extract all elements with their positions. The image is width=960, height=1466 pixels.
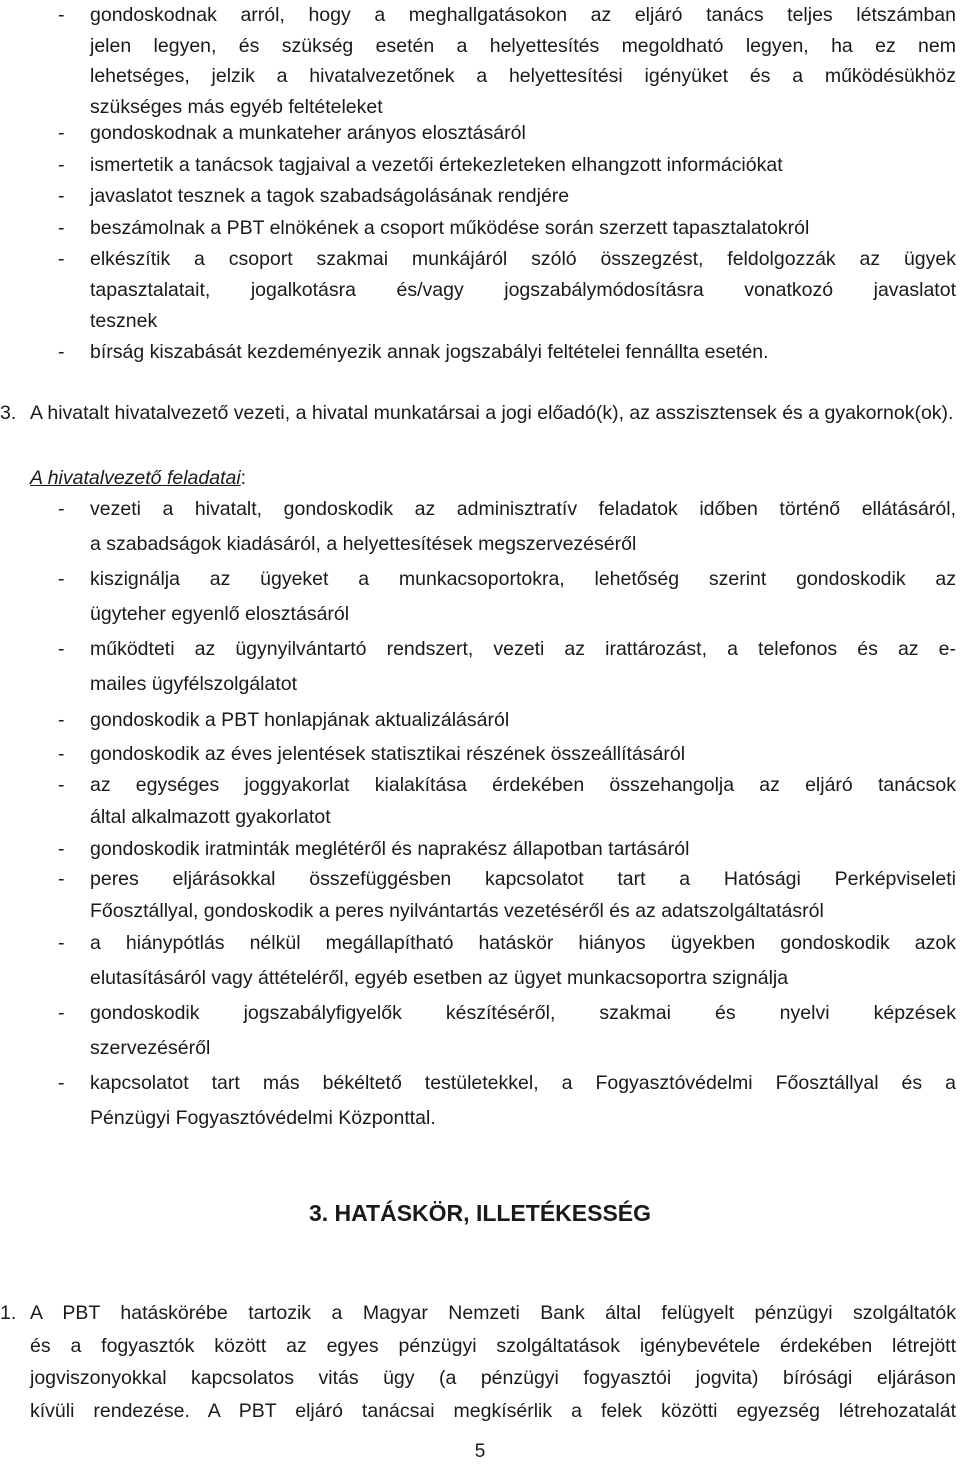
list-item-line: javaslatot tesznek a tagok szabadságolásának rendjére bbox=[90, 185, 570, 207]
list-item bbox=[58, 632, 956, 702]
paragraph-line: kívüli rendezése. A PBT eljáró tanácsai megkísérlik a felek közötti egyezség létrehozatalát bbox=[30, 1399, 956, 1422]
list-item-line: működteti az ügynyilvántartó rendszert, vezeti az irattározást, a telefonos és az e- bbox=[90, 638, 956, 660]
paragraph-text: A hivatalt hivatalvezető vezeti, a hivatal munkatársai a jogi előadó(k), az asszisztensek és a gyakornok(ok). bbox=[30, 402, 954, 424]
list-item-line: gondoskodik jogszabályfigyelők készítéséről, szakmai és nyelvi képzések bbox=[90, 1002, 956, 1024]
list-item bbox=[58, 150, 956, 181]
paragraph-line: jogviszonyokkal kapcsolatos vitás ügy (a pénzügyi fogyasztói jogvita) bírósági eljáráson bbox=[30, 1367, 956, 1389]
list-item-line: beszámolnak a PBT elnökének a csoport működése során szerzett tapasztalatokról bbox=[90, 217, 810, 239]
list-item-line: jelen legyen, és szükség esetén a helyettesítés megoldható legyen, ha ez nem bbox=[90, 34, 956, 57]
list-item bbox=[58, 996, 956, 1066]
list-item-line: szervezéséről bbox=[90, 1037, 211, 1059]
list-item-line: által alkalmazott gyakorlatot bbox=[90, 805, 331, 828]
list-item bbox=[58, 1066, 956, 1136]
list-item-line: mailes ügyfélszolgálatot bbox=[90, 673, 298, 695]
list-item bbox=[58, 926, 956, 996]
list-item bbox=[58, 864, 956, 927]
list-item bbox=[58, 337, 956, 368]
bullet-dash: - bbox=[58, 4, 65, 26]
list-item-line: az egységes joggyakorlat kialakítása érdekében összehangolja az eljáró tanácsok bbox=[90, 774, 956, 796]
bullet-dash: - bbox=[58, 774, 65, 796]
list-item-line: gondoskodnak a munkateher arányos elosztásáról bbox=[90, 122, 526, 144]
list-item bbox=[58, 770, 956, 833]
page-number: 5 bbox=[474, 1441, 486, 1462]
list-item-line: ismertetik a tanácsok tagjaival a vezetői értekezleteken elhangzott információkat bbox=[90, 154, 783, 176]
paragraph-3 bbox=[0, 398, 956, 429]
bullet-dash: - bbox=[58, 154, 65, 176]
bullet-dash: - bbox=[58, 498, 65, 520]
list-item bbox=[58, 738, 956, 771]
list-item-line: elutasításáról vagy áttételéről, egyéb esetben az ügyet munkacsoportra szignálja bbox=[90, 967, 789, 989]
list-item-line: a hiánypótlás nélkül megállapítható hatáskör hiányos ügyekben gondoskodik azok bbox=[90, 932, 956, 954]
bullet-dash: - bbox=[58, 1002, 65, 1024]
bullet-dash: - bbox=[58, 568, 65, 590]
list-item-line: szükséges más egyéb feltételeket bbox=[90, 95, 383, 118]
paragraph-number: 3. bbox=[0, 402, 17, 424]
list-item-line: kapcsolatot tart más békéltető testületekkel, a Fogyasztóvédelmi Főosztállyal és a bbox=[90, 1072, 956, 1094]
list-item-line: Pénzügyi Fogyasztóvédelmi Központtal. bbox=[90, 1107, 436, 1129]
bullet-dash: - bbox=[58, 638, 65, 660]
list-item bbox=[58, 213, 956, 244]
list-item-line: lehetséges, jelzik a hivatalvezetőnek a helyettesítési igényüket és a működésükhöz bbox=[90, 65, 956, 87]
list-item-line: a szabadságok kiadásáról, a helyettesítések megszervezéséről bbox=[90, 533, 637, 555]
bullet-dash: - bbox=[58, 838, 65, 860]
list-item bbox=[58, 833, 956, 866]
paragraph-number: 1. bbox=[0, 1302, 17, 1324]
list-item-line: peres eljárásokkal összefüggésben kapcsolatot tart a Hatósági Perképviseleti bbox=[90, 868, 956, 890]
list-item-line: gondoskodik a PBT honlapjának aktualizálásáról bbox=[90, 709, 510, 731]
list-item bbox=[58, 118, 956, 149]
paragraph-1 bbox=[0, 1297, 956, 1427]
list-item-line: kiszignálja az ügyeket a munkacsoportokra, lehetőség szerint gondoskodik az bbox=[90, 568, 956, 590]
list-item-line: bírság kiszabását kezdeményezik annak jogszabályi feltételei fennállta esetén. bbox=[90, 341, 769, 363]
list-item-line: ügyteher egyenlő elosztásáról bbox=[90, 603, 350, 625]
list-item-line: vezeti a hivatalt, gondoskodik az adminisztratív feladatok időben történő ellátásáról, bbox=[90, 498, 956, 520]
list-item bbox=[58, 562, 956, 632]
list-item bbox=[58, 492, 956, 562]
paragraph-text bbox=[30, 1297, 956, 1427]
bullet-dash: - bbox=[58, 709, 65, 731]
bullet-dash: - bbox=[58, 341, 65, 363]
list-item-line: tapasztalatait, jogalkotásra és/vagy jogszabálymódosításra vonatkozó javaslatot bbox=[90, 279, 956, 301]
list-item-line: Főosztállyal, gondoskodik a peres nyilvántartás vezetéséről és az adatszolgáltatásról bbox=[90, 899, 824, 922]
list-item-line: gondoskodik iratminták meglétéről és naprakész állapotban tartásáról bbox=[90, 838, 690, 860]
bullet-dash: - bbox=[58, 868, 65, 890]
list-item-line: gondoskodnak arról, hogy a meghallgatásokon az eljáró tanács teljes létszámban bbox=[90, 4, 956, 26]
duties-subheading bbox=[30, 463, 246, 494]
list-item-line: elkészítik a csoport szakmai munkájáról szóló összegzést, feldolgozzák az ügyek bbox=[90, 248, 956, 270]
list-item bbox=[58, 244, 956, 337]
subheading-colon: : bbox=[240, 467, 247, 489]
bullet-dash: - bbox=[58, 122, 65, 144]
bullet-dash: - bbox=[58, 1072, 65, 1094]
list-item-line: gondoskodik az éves jelentések statisztikai részének összeállításáról bbox=[90, 743, 686, 765]
list-item bbox=[58, 704, 956, 737]
paragraph-line: A PBT hatáskörébe tartozik a Magyar Nemzeti Bank által felügyelt pénzügyi szolgáltatók bbox=[30, 1302, 956, 1324]
chapter-heading: 3. HATÁSKÖR, ILLETÉKESSÉG bbox=[308, 1200, 652, 1226]
bullet-dash: - bbox=[58, 932, 65, 954]
paragraph-line: és a fogyasztók között az egyes pénzügyi szolgáltatások igénybevétele érdekében létrejött bbox=[30, 1334, 956, 1357]
list-item bbox=[58, 181, 956, 212]
subheading-text: A hivatalvezető feladatai bbox=[30, 467, 241, 489]
bullet-dash: - bbox=[58, 185, 65, 207]
bullet-dash: - bbox=[58, 217, 65, 239]
bullet-dash: - bbox=[58, 248, 65, 270]
bullet-dash: - bbox=[58, 743, 65, 765]
list-item-line: tesznek bbox=[90, 310, 158, 332]
list-item bbox=[58, 0, 956, 122]
